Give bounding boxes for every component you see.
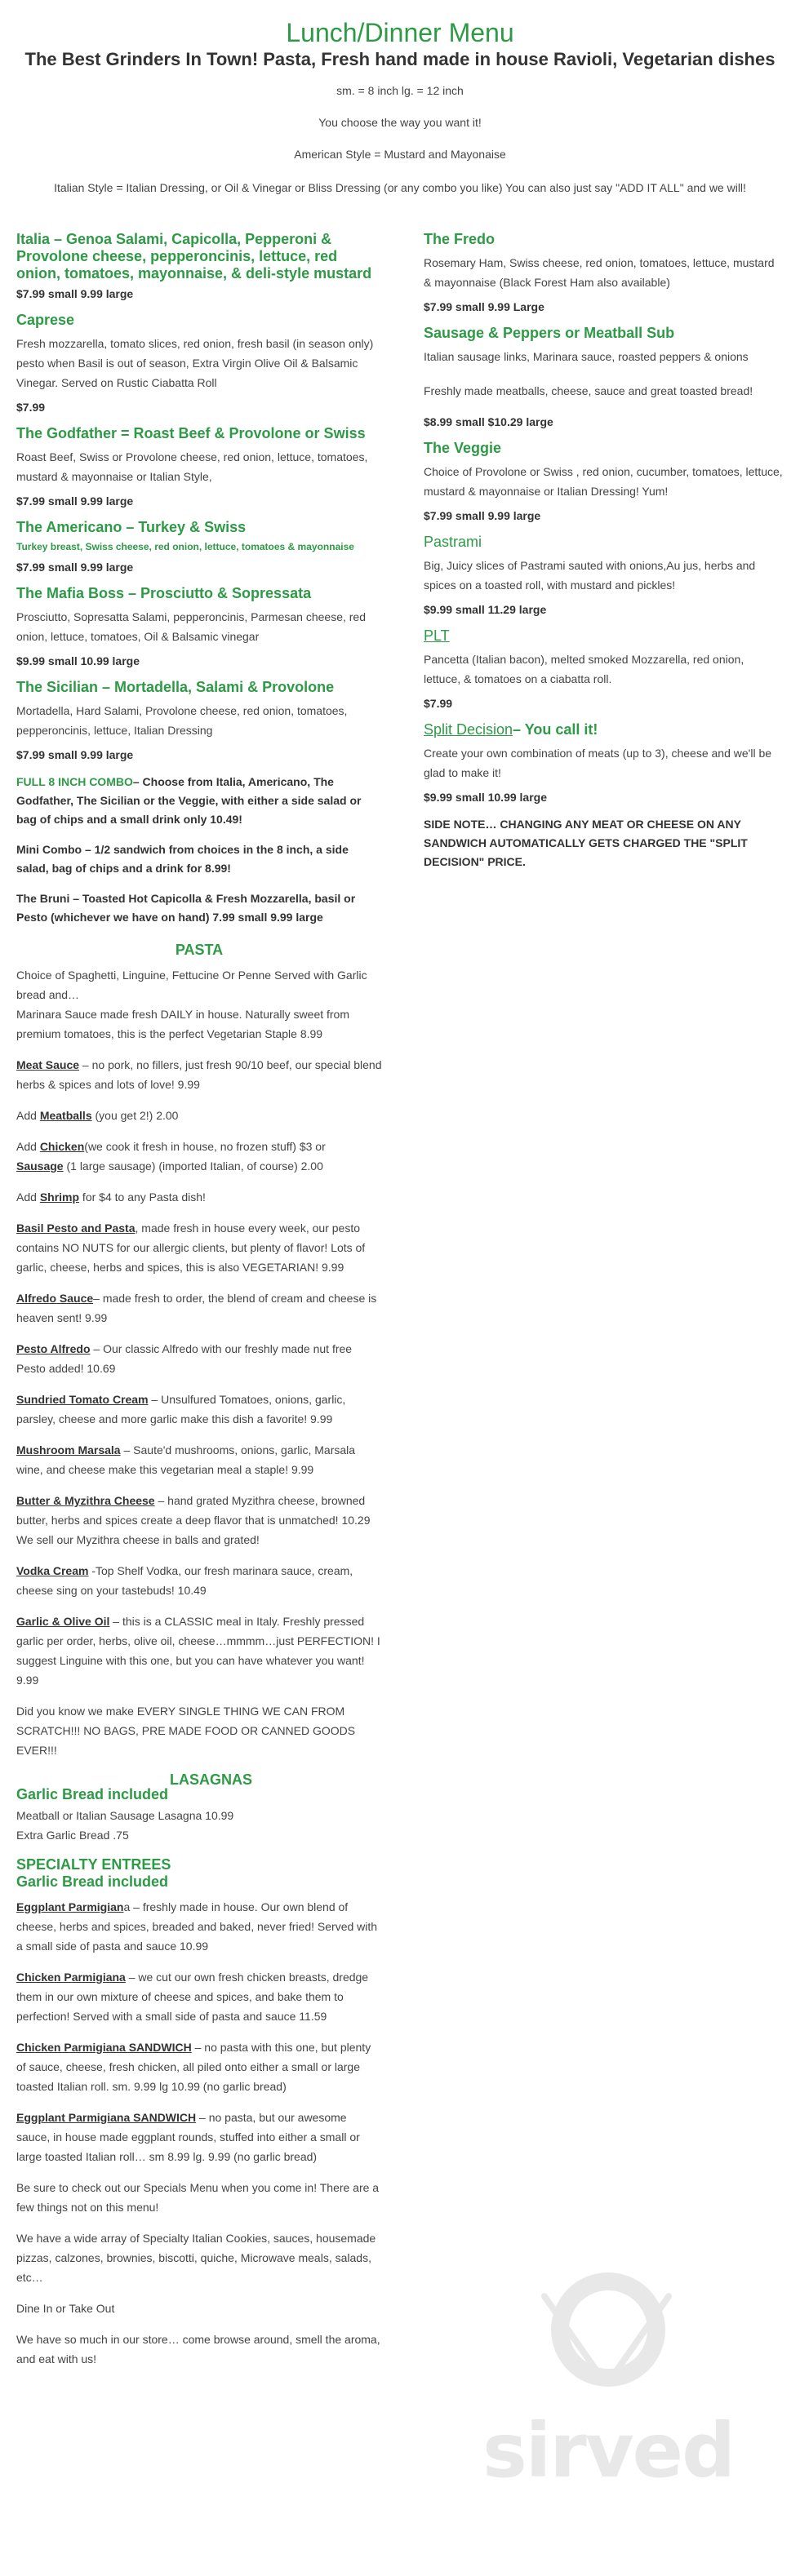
left-column — [16, 231, 382, 2380]
lasagna-garlic-bread: Garlic Bread included — [16, 1786, 169, 1802]
item-description: Choice of Provolone or Swiss , red onion, cucumber, tomatoes, lettuce, mustard & mayonnaise or Italian Dressing! Yum! — [424, 465, 783, 498]
alfredo-sauce — [16, 1288, 382, 1328]
marinara-text: Marinara Sauce made fresh DAILY in house. Naturally sweet from premium tomatoes, this is the perfect Vegetarian Staple 8.99 — [16, 1008, 350, 1040]
sirved-watermark — [445, 2252, 771, 2546]
menu-item-pastrami — [424, 534, 783, 616]
chicken-parm — [16, 1967, 382, 2026]
eggplant-sandwich-label: Eggplant Parmigiana SANDWICH — [16, 2111, 197, 2124]
item-description-2: Freshly made meatballs, cheese, sauce and great toasted bread! — [424, 384, 753, 397]
full-combo-label: FULL 8 INCH COMBO — [16, 775, 133, 788]
alfredo-label: Alfredo Sauce — [16, 1292, 94, 1305]
chicken-mid: (we cook it fresh in house, no frozen stuff) $3 or — [84, 1140, 326, 1153]
chicken-label: Chicken — [39, 1140, 85, 1153]
lasagna-items: Meatball or Italian Sausage Lasagna 10.99 — [16, 1809, 234, 1822]
meatballs-post: (you get 2!) 2.00 — [91, 1109, 179, 1122]
split-title-label: Split Decision — [424, 721, 513, 738]
lasagna-section — [16, 1806, 382, 1845]
garlic-text: – this is a CLASSIC meal in Italy. Freshly pressed garlic per order, herbs, olive oil, cheese…mmmm…just PERFECTION! I suggest Linguine with this one, but you can have whatever you want! 9.99 — [16, 1615, 380, 1687]
specials-note: Be sure to check out our Specials Menu when you come in! There are a few things not on this menu! — [16, 2181, 380, 2214]
item-description: Italian sausage links, Marinara sauce, roasted peppers & onions — [424, 350, 749, 363]
store-note: We have so much in our store… come browse around, smell the aroma, and eat with us! — [16, 2333, 380, 2365]
sirved-logo-icon — [445, 2252, 771, 2546]
dine-in-note: Dine In or Take Out — [16, 2302, 115, 2315]
sundried-tomato — [16, 1390, 382, 1429]
item-price: $7.99 small 9.99 large — [16, 287, 134, 300]
lasagna-header — [16, 1771, 382, 1806]
butter-text: – hand grated Myzithra cheese, browned butter, herbs and spices create a deep flavor that is unmatched! 10.29 We sell our Myzithra cheese in balls and grated! — [16, 1494, 371, 1546]
american-style-note: American Style = Mustard and Mayonaise — [294, 148, 506, 161]
item-price: $8.99 small $10.29 large — [424, 415, 553, 428]
alfredo-text: – made fresh to order, the blend of cream and cheese is heaven sent! 9.99 — [16, 1292, 377, 1324]
item-price: $9.99 small 11.29 large — [424, 603, 547, 616]
sundried-label: Sundried Tomato Cream — [16, 1393, 149, 1406]
menu-item-mafia-boss — [16, 585, 382, 667]
meat-sauce-text: – no pork, no fillers, just fresh 90/10 beef, our special blend herbs & spices and lots of love! 9.99 — [16, 1058, 382, 1091]
pasta-intro — [16, 965, 382, 1044]
specialty-heading: SPECIALTY ENTREES — [16, 1856, 171, 1873]
mushroom-text: – Saute'd mushrooms, onions, garlic, Marsala wine, and cheese make this vegetarian meal a staple! 9.99 — [16, 1443, 356, 1476]
right-column — [424, 231, 783, 871]
lasagna-extra: Extra Garlic Bread .75 — [16, 1829, 129, 1842]
sirved-logo-text: sirved — [482, 2407, 734, 2494]
item-price: $7.99 small 9.99 large — [16, 561, 134, 574]
menu-item-veggie — [424, 440, 783, 522]
pesto-alfredo-label: Pesto Alfredo — [16, 1342, 91, 1355]
item-price: $9.99 small 10.99 large — [16, 654, 140, 667]
eggplant-text: – freshly made in house. Our own blend of cheese, herbs and spices, breaded and baked, never fried! Served with a small side of pasta and sauce 10.99 — [16, 1900, 378, 1953]
pasta-heading: PASTA — [175, 942, 224, 958]
italian-style-note: Italian Style = Italian Dressing, or Oil & Vinegar or Bliss Dressing (or any combo you like) You can also just say "ADD IT ALL" and we will! — [54, 181, 746, 194]
lasagna-heading: LASAGNAS — [170, 1771, 253, 1788]
sausage-label: Sausage — [16, 1159, 64, 1173]
sausage-post: (1 large sausage) (imported Italian, of course) 2.00 — [63, 1159, 323, 1173]
item-title: Sausage & Peppers or Meatball Sub — [424, 325, 675, 341]
sizes-note: sm. = 8 inch lg. = 12 inch — [336, 84, 464, 97]
pasta-intro-text: Choice of Spaghetti, Linguine, Fettucine Or Penne Served with Garlic bread and… — [16, 969, 367, 1001]
item-title: The Mafia Boss – Prosciutto & Sopressata — [16, 585, 312, 601]
item-title: The Fredo — [424, 231, 496, 247]
item-description: Big, Juicy slices of Pastrami sauted with onions,Au jus, herbs and spices on a toasted roll, with mustard and pickles! — [424, 559, 756, 592]
eggplant-sandwich-text: – no pasta, but our awesome sauce, in house made eggplant rounds, stuffed into either a small or large toasted Italian roll… sm 8.99 lg. 9.99 (no garlic bread) — [16, 2111, 360, 2163]
basil-label: Basil Pesto and Pasta — [16, 1221, 136, 1235]
mini-combo-offer: Mini Combo – 1/2 sandwich from choices in the 8 inch, a side salad, bag of chips and a drink for 8.99! — [16, 843, 349, 875]
item-description: Prosciutto, Sopresatta Salami, pepperoncinis, Parmesan cheese, red onion, lettuce, tomatoes, Oil & Balsamic vinegar — [16, 610, 367, 643]
menu-item-italia — [16, 231, 382, 300]
specialty-section — [16, 1897, 382, 2369]
side-note: SIDE NOTE… CHANGING ANY MEAT OR CHEESE ON ANY SANDWICH AUTOMATICALLY GETS CHARGED THE "SPLIT DECISION" PRICE. — [424, 818, 748, 868]
mushroom-marsala — [16, 1440, 382, 1479]
shrimp-pre: Add — [16, 1190, 40, 1204]
meatballs-pre: Add — [16, 1109, 40, 1122]
specialty-header — [16, 1856, 382, 1891]
item-price: $7.99 small 9.99 Large — [424, 300, 544, 313]
full-combo-offer — [16, 773, 382, 829]
split-title-tail: – You call it! — [513, 721, 598, 738]
chicken-sandwich-text: – no pasta with this one, but plenty of sauce, cheese, fresh chicken, all piled onto either a small or large toasted Italian roll. sm. 9.99 lg 10.99 (no garlic bread) — [16, 2041, 371, 2093]
shrimp-label: Shrimp — [39, 1190, 80, 1204]
specialty-garlic-bread: Garlic Bread included — [16, 1873, 169, 1890]
item-title: The Godfather = Roast Beef & Provolone or Swiss — [16, 425, 366, 441]
item-description: Create your own combination of meats (up to 3), cheese and we'll be glad to make it! — [424, 747, 772, 779]
meat-sauce — [16, 1055, 382, 1094]
page-title: Lunch/Dinner Menu — [286, 18, 514, 47]
menu-item-fredo — [424, 231, 783, 313]
item-title: Italia – Genoa Salami, Capicolla, Pepperoni & Provolone cheese, pepperoncinis, lettuce, red onion, tomatoes, mayonnaise, & deli-style mustard — [16, 231, 372, 282]
menu-item-americano — [16, 519, 382, 574]
menu-item-sicilian — [16, 679, 382, 761]
item-title: PLT — [424, 627, 450, 644]
vodka-cream — [16, 1561, 382, 1600]
page-subtitle: The Best Grinders In Town! Pasta, Fresh hand made in house Ravioli, Vegetarian dishes — [24, 49, 776, 69]
item-price: $7.99 small 9.99 large — [424, 509, 541, 522]
item-price: $9.99 small 10.99 large — [424, 791, 547, 804]
cookies-note: We have a wide array of Specialty Italian Cookies, sauces, housemade pizzas, calzones, brownies, biscotti, quiche, Microwave meals, salads, etc… — [16, 2232, 376, 2284]
item-price: $7.99 — [16, 401, 46, 414]
item-title: The Americano – Turkey & Swiss — [16, 519, 247, 535]
menu-item-caprese — [16, 312, 382, 414]
eggplant-parm-sandwich — [16, 2108, 382, 2166]
garlic-label: Garlic & Olive Oil — [16, 1615, 110, 1628]
shrimp-post: for $4 to any Pasta dish! — [79, 1190, 206, 1204]
mushroom-label: Mushroom Marsala — [16, 1443, 121, 1456]
add-shrimp — [16, 1187, 382, 1207]
chicken-parm-label: Chicken Parmigiana — [16, 1971, 126, 1984]
chicken-pre: Add — [16, 1140, 40, 1153]
basil-pesto — [16, 1218, 382, 1277]
eggplant-tail: a — [123, 1900, 131, 1913]
menu-item-sausage-meatball — [424, 325, 783, 428]
item-title — [424, 721, 783, 738]
item-title: Pastrami — [424, 534, 482, 550]
eggplant-parm — [16, 1897, 382, 1956]
item-price: $7.99 small 9.99 large — [16, 748, 134, 761]
pesto-alfredo — [16, 1339, 382, 1378]
butter-label: Butter & Myzithra Cheese — [16, 1494, 155, 1507]
bruni-offer: The Bruni – Toasted Hot Capicolla & Fresh Mozzarella, basil or Pesto (whichever we have on hand) 7.99 small 9.99 large — [16, 892, 356, 924]
choose-note: You choose the way you want it! — [318, 116, 482, 129]
menu-item-godfather — [16, 425, 382, 508]
item-description: Mortadella, Hard Salami, Provolone cheese, red onion, tomatoes, pepperoncinis, lettuce, Italian Dressing — [16, 704, 348, 737]
vodka-label: Vodka Cream — [16, 1564, 89, 1577]
item-price: $7.99 small 9.99 large — [16, 494, 134, 508]
item-price: $7.99 — [424, 697, 453, 710]
chicken-sandwich-label: Chicken Parmigiana SANDWICH — [16, 2041, 192, 2054]
add-chicken-sausage — [16, 1137, 382, 1176]
scratch-note: Did you know we make EVERY SINGLE THING WE CAN FROM SCRATCH!!! NO BAGS, PRE MADE FOOD OR CANNED GOODS EVER!!! — [16, 1705, 356, 1757]
item-description: Rosemary Ham, Swiss cheese, red onion, tomatoes, lettuce, mustard & mayonnaise (Black Forest Ham also available) — [424, 256, 775, 289]
meat-sauce-label: Meat Sauce — [16, 1058, 80, 1071]
pasta-section — [16, 965, 382, 1760]
add-meatballs — [16, 1106, 382, 1125]
menu-item-split-decision — [424, 721, 783, 804]
pesto-alfredo-text: – Our classic Alfredo with our freshly made nut free Pesto added! 10.69 — [16, 1342, 353, 1375]
item-description: Turkey breast, Swiss cheese, red onion, lettuce, tomatoes & mayonnaise — [16, 541, 354, 552]
chicken-parm-sandwich — [16, 2037, 382, 2096]
item-description: Fresh mozzarella, tomato slices, red onion, fresh basil (in season only) pesto when Basil is out of season, Extra Virgin Olive Oil & Balsamic Vinegar. Served on Rustic Ciabatta Roll — [16, 337, 374, 389]
item-title: The Sicilian – Mortadella, Salami & Provolone — [16, 679, 335, 695]
garlic-olive-oil — [16, 1612, 382, 1690]
full-combo-text: – Choose from Italia, Americano, The Godfather, The Sicilian or the Veggie, with either a side salad or bag of chips and a small drink only 10.49! — [16, 775, 362, 826]
eggplant-label: Eggplant Parmigian — [16, 1900, 124, 1913]
item-description: Roast Beef, Swiss or Provolone cheese, red onion, lettuce, tomatoes, mustard & mayonnaise or Italian Style, — [16, 450, 368, 483]
menu-item-plt — [424, 627, 783, 710]
item-title: The Veggie — [424, 440, 502, 456]
basil-text: , made fresh in house every week, our pesto contains NO NUTS for our allergic clients, but plenty of flavor! Lots of garlic, cheese, herbs and spices, this is also VEGETARIAN! 9.99 — [16, 1221, 366, 1274]
butter-myzithra — [16, 1491, 382, 1550]
item-description: Pancetta (Italian bacon), melted smoked Mozzarella, red onion, lettuce, & tomatoes on a ciabatta roll. — [424, 653, 744, 685]
vodka-text: -Top Shelf Vodka, our fresh marinara sauce, cream, cheese sing on your tastebuds! 10.49 — [16, 1564, 353, 1597]
chicken-parm-text: – we cut our own fresh chicken breasts, dredge them in our own mixture of cheese and spices, and bake them to perfection! Served with a small side of pasta and sauce 11.59 — [16, 1971, 369, 2023]
meatballs-label: Meatballs — [39, 1109, 92, 1122]
sundried-text: – Unsulfured Tomatoes, onions, garlic, parsley, cheese and more garlic make this dish a favorite! 9.99 — [16, 1393, 346, 1425]
item-title: Caprese — [16, 312, 75, 328]
